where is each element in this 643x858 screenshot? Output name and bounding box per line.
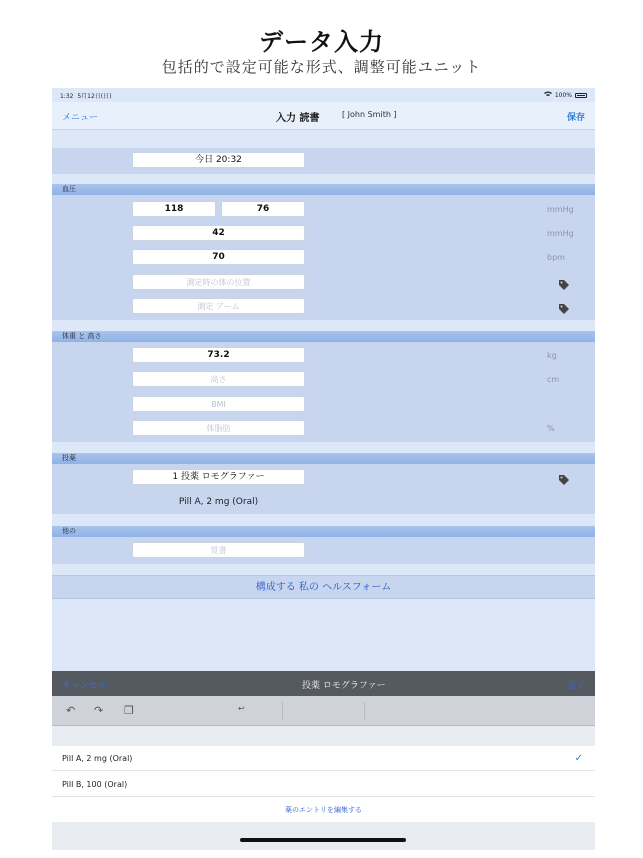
toolbar-divider: [282, 702, 283, 720]
toolbar-divider: [364, 702, 365, 720]
navigation-bar: [52, 102, 595, 130]
picker-header: [52, 671, 595, 696]
datetime-field[interactable]: 今日 20:32: [132, 152, 305, 168]
picker-done-button[interactable]: 完了: [566, 681, 585, 691]
systolic-field[interactable]: 118: [132, 201, 216, 217]
promo-subline: 包括的で設定可能な形式、調整可能ユニット: [161, 58, 482, 76]
bmi-field[interactable]: BMI: [132, 396, 305, 412]
input-mode-icon[interactable]: ↩: [238, 704, 245, 713]
home-indicator: [240, 838, 406, 842]
medication-option-list: [52, 746, 595, 822]
measurement-arm-field[interactable]: 測定 アーム: [132, 298, 305, 314]
weight-unit: kg: [547, 351, 557, 360]
medication-detail: Pill A, 2 mg (Oral): [178, 497, 259, 507]
height-unit: cm: [547, 375, 560, 384]
pulse-unit: bpm: [547, 253, 565, 262]
user-name: [ John Smith ]: [342, 110, 397, 119]
pulse-field[interactable]: 70: [132, 249, 305, 265]
section-header-other: 他の: [52, 526, 595, 537]
keyboard-toolbar: [52, 696, 595, 726]
tag-icon[interactable]: [558, 300, 570, 312]
wifi-icon: [544, 91, 552, 99]
medication-field[interactable]: 1 投薬 ロモグラファー: [132, 469, 305, 485]
promo-headline: データ入力: [259, 28, 384, 56]
menu-button[interactable]: メニュー: [62, 113, 99, 123]
status-time: 1:32 5月12日(日): [60, 93, 112, 100]
configure-health-form-button[interactable]: 構成する 私の ヘルスフォーム: [52, 575, 595, 599]
undo-icon[interactable]: ↶: [66, 704, 76, 717]
option-label: Pill A, 2 mg (Oral): [62, 754, 133, 763]
pressure-unit: mmHg: [547, 205, 574, 214]
status-bar: [52, 88, 595, 102]
section-header-blood-pressure: 血圧: [52, 184, 595, 195]
status-right: [544, 91, 587, 99]
picker-title: 投薬 ロモグラファー: [302, 681, 386, 691]
body-fat-unit: %: [547, 424, 555, 433]
paste-icon[interactable]: ❐: [124, 704, 134, 717]
save-button[interactable]: 保存: [566, 113, 585, 123]
mean-pressure-unit: mmHg: [547, 229, 574, 238]
bottom-area: [52, 822, 595, 850]
notes-field[interactable]: 覚書: [132, 542, 305, 558]
tag-icon[interactable]: [558, 276, 570, 288]
section-header-medication: 投薬: [52, 453, 595, 464]
list-item[interactable]: [52, 772, 595, 797]
tablet-screen: [52, 88, 595, 850]
list-item[interactable]: [52, 746, 595, 771]
checkmark-icon: ✓: [574, 753, 583, 764]
edit-medication-entries-link[interactable]: 薬のエントリを編集する: [285, 806, 362, 814]
diastolic-field[interactable]: 76: [221, 201, 305, 217]
section-header-weight-height: 体重 と 高さ: [52, 331, 595, 342]
mean-pressure-field[interactable]: 42: [132, 225, 305, 241]
tag-icon[interactable]: [558, 471, 570, 483]
battery-percent: 100%: [554, 91, 572, 99]
picker-cancel-button[interactable]: キャンセル: [62, 681, 108, 691]
body-fat-field[interactable]: 体脂肪: [132, 420, 305, 436]
redo-icon[interactable]: ↷: [94, 704, 104, 717]
weight-field[interactable]: 73.2: [132, 347, 305, 363]
option-label: Pill B, 100 (Oral): [62, 780, 128, 789]
battery-icon: [575, 93, 587, 98]
page-title: 入力 読書: [276, 113, 320, 124]
picker-gap: [52, 726, 595, 746]
height-field[interactable]: 高さ: [132, 371, 305, 387]
body-position-field[interactable]: 測定時の体の位置: [132, 274, 305, 290]
